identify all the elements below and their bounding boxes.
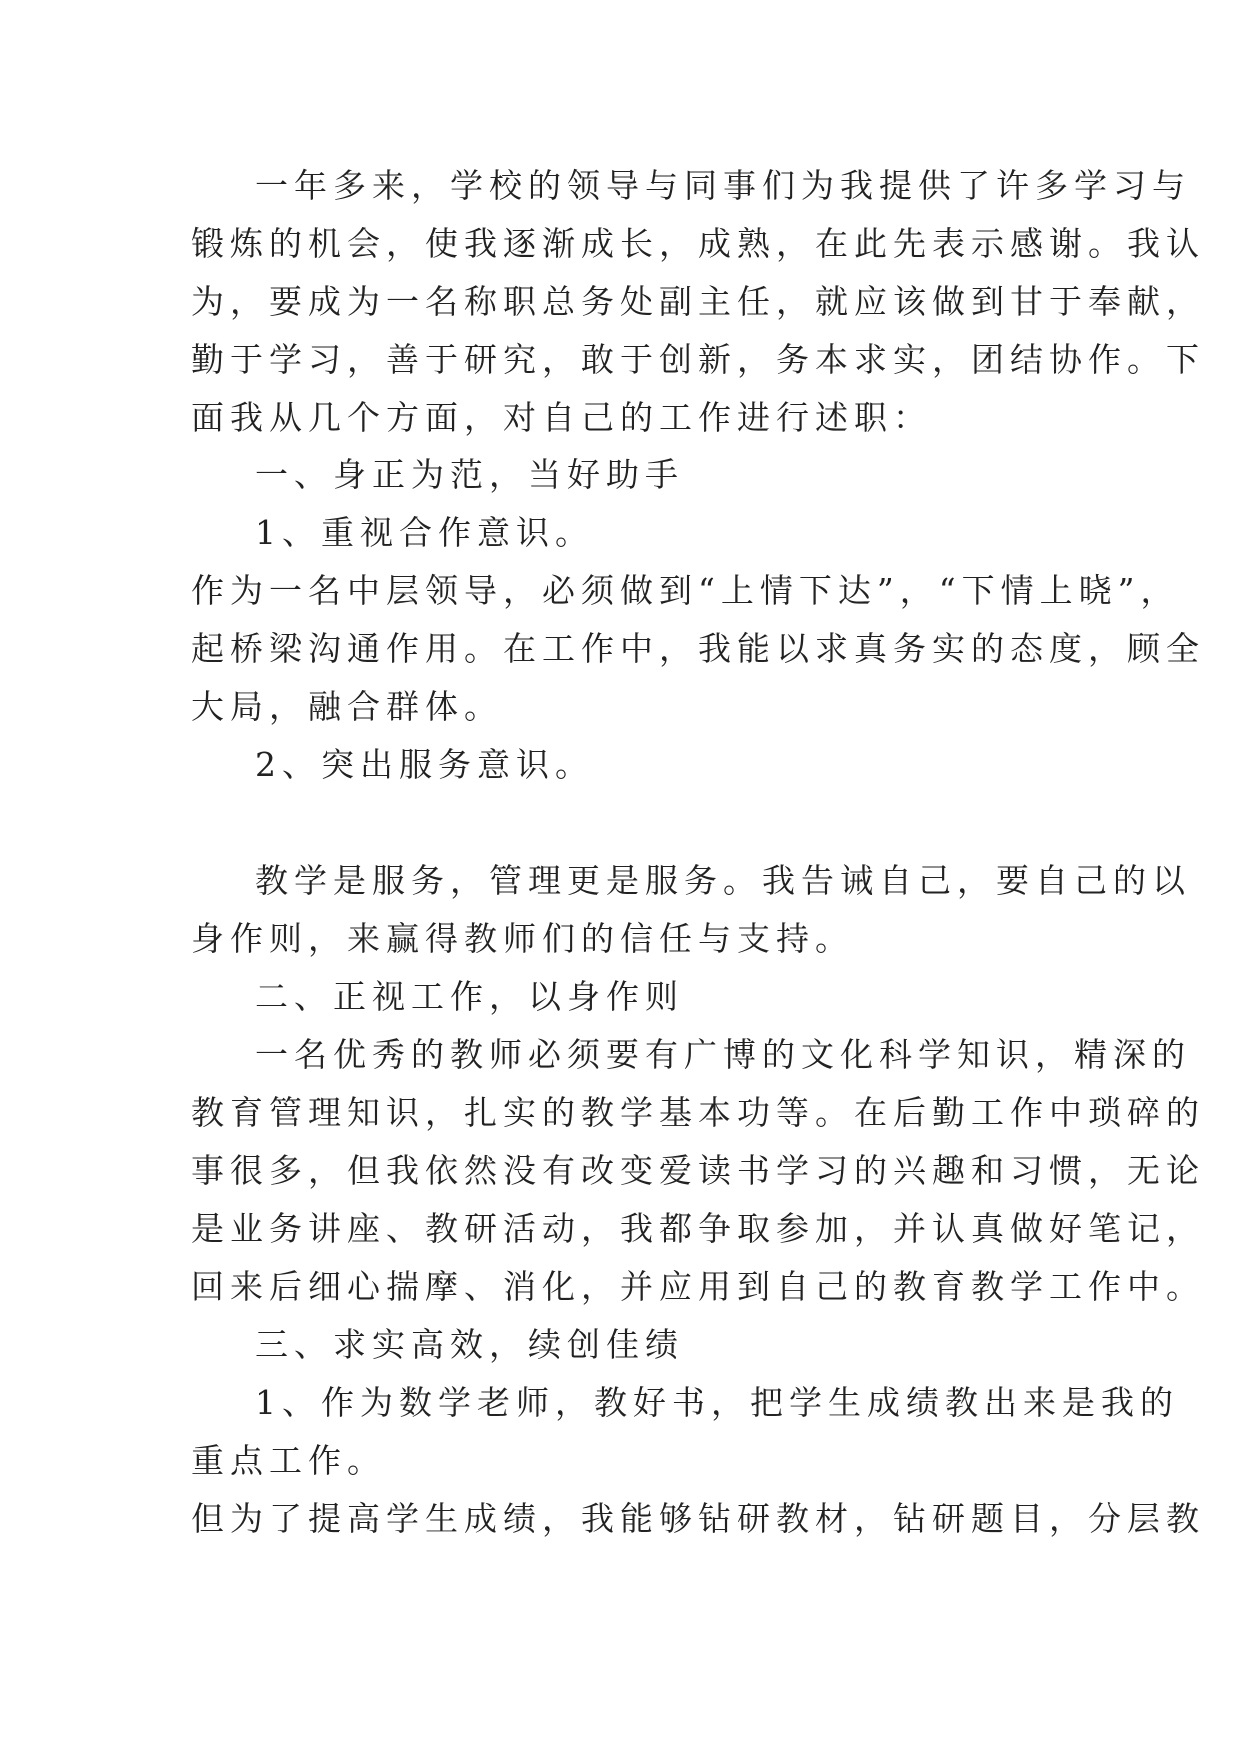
section-heading: 二、正视工作，以身作则 (255, 977, 684, 1016)
text-line: 作为一名中层领导，必须做到“上情下达”，“下情上晓”， (191, 571, 1180, 610)
text-line: 一年多来，学校的领导与同事们为我提供了许多学习与 (255, 166, 1191, 205)
text-line: 身作则，来赢得教师们的信任与支持。 (191, 919, 854, 958)
section-heading: 三、求实高效，续创佳绩 (255, 1325, 684, 1364)
text-line: 为，要成为一名称职总务处副主任，就应该做到甘于奉献， (191, 282, 1205, 321)
text-line: 回来后细心揣摩、消化，并应用到自己的教育教学工作中。 (191, 1267, 1205, 1306)
sub-heading: 2、突出服务意识。 (255, 745, 594, 784)
text-line: 教学是服务，管理更是服务。我告诫自己，要自己的以 (255, 861, 1191, 900)
text-line: 是业务讲座、教研活动，我都争取参加，并认真做好笔记， (191, 1209, 1205, 1248)
sub-heading: 1、作为数学老师，教好书，把学生成绩教出来是我的 (255, 1383, 1179, 1422)
text-line: 一名优秀的教师必须要有广博的文化科学知识，精深的 (255, 1035, 1191, 1074)
section-heading: 一、身正为范，当好助手 (255, 455, 684, 494)
text-line: 重点工作。 (191, 1441, 386, 1480)
text-line: 勤于学习，善于研究，敢于创新，务本求实，团结协作。下 (191, 340, 1205, 379)
sub-heading: 1、重视合作意识。 (255, 513, 594, 552)
text-line: 锻炼的机会，使我逐渐成长，成熟，在此先表示感谢。我认 (191, 224, 1205, 263)
text-line: 但为了提高学生成绩，我能够钻研教材，钻研题目，分层教 (191, 1499, 1205, 1538)
text-line: 教育管理知识，扎实的教学基本功等。在后勤工作中琐碎的 (191, 1093, 1205, 1132)
text-line: 面我从几个方面，对自己的工作进行述职： (191, 398, 932, 437)
text-line: 事很多，但我依然没有改变爱读书学习的兴趣和习惯，无论 (191, 1151, 1205, 1190)
text-line: 起桥梁沟通作用。在工作中，我能以求真务实的态度，顾全 (191, 629, 1205, 668)
text-line: 大局，融合群体。 (191, 687, 503, 726)
